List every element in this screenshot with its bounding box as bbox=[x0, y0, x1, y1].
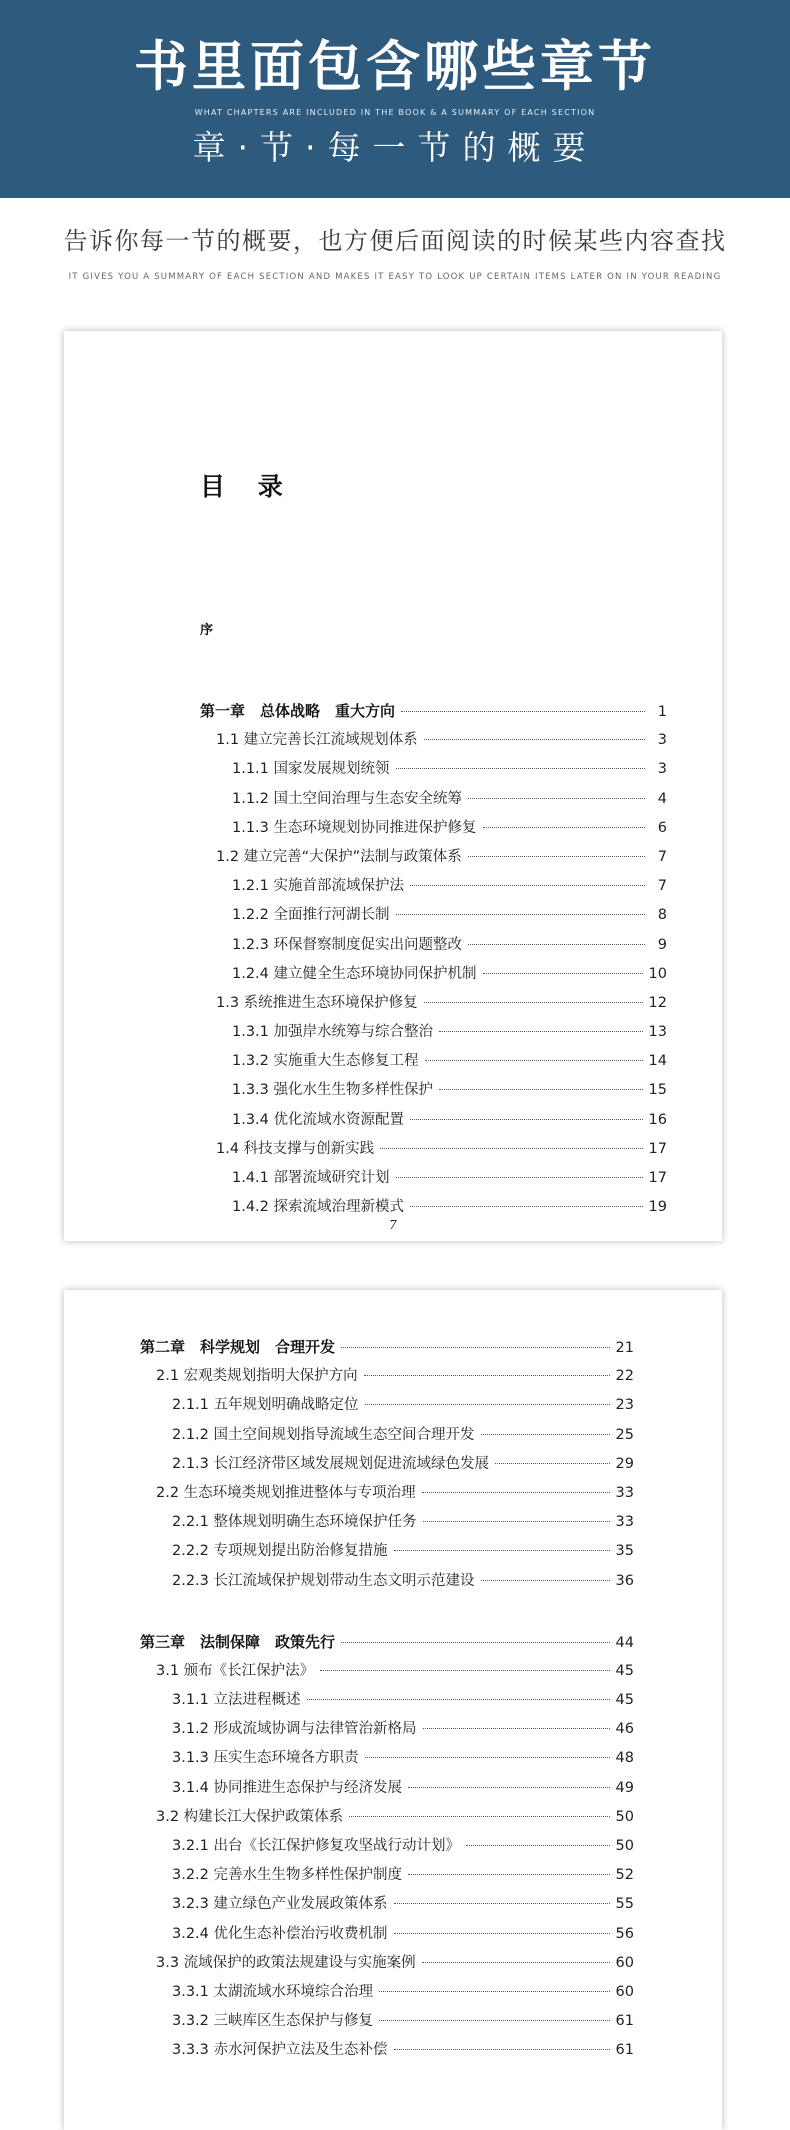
toc-subsection-entry bbox=[140, 1774, 634, 1803]
toc-entry-page: 33 bbox=[615, 1514, 634, 1531]
toc-list-page-2 bbox=[64, 1333, 722, 2066]
toc-entry-title: 1.2.4 建立健全生态环境协同保护机制 bbox=[232, 965, 477, 982]
toc-entry-title: 1.1 建立完善长江流域规划体系 bbox=[216, 732, 418, 749]
banner-title: 书里面包含哪些章节 bbox=[134, 34, 656, 98]
toc-entry-page: 60 bbox=[615, 1983, 634, 2000]
toc-entry-title: 3.2.3 建立绿色产业发展政策体系 bbox=[172, 1896, 388, 1913]
toc-entry-title: 3.1.1 立法进程概述 bbox=[172, 1692, 301, 1709]
dot-leader bbox=[468, 944, 645, 945]
toc-section-entry bbox=[140, 1362, 634, 1391]
dot-leader bbox=[379, 2020, 610, 2021]
toc-entry-page: 12 bbox=[648, 994, 667, 1011]
dot-leader bbox=[396, 768, 645, 769]
toc-section-entry bbox=[140, 1949, 634, 1978]
dot-leader bbox=[408, 1787, 610, 1788]
toc-entry-title: 1.3.1 加强岸水统筹与综合整治 bbox=[232, 1024, 434, 1041]
toc-entry-title: 2.1 宏观类规划指明大保护方向 bbox=[156, 1368, 358, 1385]
dot-leader bbox=[425, 1060, 643, 1061]
toc-subsection-entry bbox=[140, 1686, 634, 1715]
toc-entry-page: 29 bbox=[615, 1455, 634, 1472]
toc-entry-page: 36 bbox=[615, 1572, 634, 1589]
toc-subsection-entry bbox=[140, 1832, 634, 1861]
dot-leader bbox=[468, 798, 645, 799]
banner-english-caption: WHAT CHAPTERS ARE INCLUDED IN THE BOOK & A SUMMARY OF EACH SECTION bbox=[194, 108, 596, 117]
toc-subsection-entry bbox=[200, 814, 667, 843]
toc-entry-title: 2.1.2 国土空间规划指导流域生态空间合理开发 bbox=[172, 1426, 475, 1443]
toc-chapter-entry bbox=[140, 1333, 634, 1362]
dot-leader bbox=[380, 1148, 642, 1149]
toc-entry-page: 10 bbox=[648, 965, 667, 982]
toc-entry-title: 1.4 科技支撑与创新实践 bbox=[216, 1140, 375, 1157]
toc-entry-page: 14 bbox=[648, 1053, 667, 1070]
header-banner bbox=[0, 0, 790, 198]
toc-subsection-entry bbox=[200, 1106, 667, 1135]
dot-leader bbox=[394, 1933, 610, 1934]
toc-subsection-entry bbox=[140, 1715, 634, 1744]
toc-entry-page: 35 bbox=[615, 1543, 634, 1560]
toc-entry-title: 1.1.1 国家发展规划统领 bbox=[232, 761, 390, 778]
toc-entry-title: 1.3.4 优化流域水资源配置 bbox=[232, 1111, 405, 1128]
toc-subsection-entry bbox=[200, 901, 667, 930]
toc-subsection-entry bbox=[140, 1537, 634, 1566]
toc-entry-title: 2.2 生态环境类规划推进整体与专项治理 bbox=[156, 1484, 416, 1501]
toc-subsection-entry bbox=[200, 872, 667, 901]
toc-section-entry bbox=[140, 1657, 634, 1686]
toc-section-entry bbox=[140, 1479, 634, 1508]
toc-entry-title: 1.2.3 环保督察制度促实出问题整改 bbox=[232, 936, 463, 953]
toc-subsection-entry bbox=[140, 2007, 634, 2036]
toc-entry-page: 44 bbox=[615, 1634, 634, 1651]
toc-section-entry bbox=[200, 1135, 667, 1164]
toc-title: 目 录 bbox=[200, 472, 295, 501]
toc-entry-page: 25 bbox=[615, 1426, 634, 1443]
toc-entry-title: 3.2.2 完善水生生物多样性保护制度 bbox=[172, 1867, 403, 1884]
dot-leader bbox=[365, 1404, 610, 1405]
toc-entry-title: 3.1.3 压实生态环境各方职责 bbox=[172, 1750, 359, 1767]
toc-subsection-entry bbox=[200, 1018, 667, 1047]
dot-leader bbox=[307, 1699, 610, 1700]
toc-entry-page: 45 bbox=[615, 1662, 634, 1679]
toc-entry-page: 6 bbox=[657, 819, 667, 836]
dot-leader bbox=[394, 1550, 610, 1551]
toc-subsection-entry bbox=[200, 931, 667, 960]
toc-entry-title: 1.2.1 实施首部流域保护法 bbox=[232, 878, 405, 895]
toc-entry-title: 2.1.3 长江经济带区域发展规划促进流域绿色发展 bbox=[172, 1455, 490, 1472]
toc-entry-page: 49 bbox=[615, 1779, 634, 1796]
toc-entry-page: 19 bbox=[648, 1199, 667, 1216]
toc-subsection-entry bbox=[140, 1450, 634, 1479]
toc-subsection-entry bbox=[200, 1164, 667, 1193]
toc-chapter-entry bbox=[140, 1628, 634, 1657]
toc-section-entry bbox=[200, 989, 667, 1018]
toc-subsection-entry bbox=[200, 1076, 667, 1105]
toc-entry-title: 1.2.2 全面推行河湖长制 bbox=[232, 907, 390, 924]
dot-leader bbox=[439, 1089, 643, 1090]
toc-entry-page: 45 bbox=[615, 1692, 634, 1709]
toc-entry-page: 17 bbox=[648, 1170, 667, 1186]
toc-entry-title: 3.2.1 出台《长江保护修复攻坚战行动计划》 bbox=[172, 1838, 461, 1854]
tagline-english: IT GIVES YOU A SUMMARY OF EACH SECTION AND MAKES IT EASY TO LOOK UP CERTAIN ITEMS LATER ON IN YOUR READING bbox=[68, 272, 722, 282]
toc-subsection-entry bbox=[200, 785, 667, 814]
toc-entry-page: 9 bbox=[657, 936, 667, 953]
dot-leader bbox=[364, 1375, 610, 1376]
toc-entry-page: 61 bbox=[615, 2013, 634, 2030]
toc-entry-page: 56 bbox=[615, 1925, 634, 1942]
toc-entry-title: 1.4.1 部署流域研究计划 bbox=[232, 1170, 390, 1186]
toc-section-entry bbox=[140, 1803, 634, 1832]
toc-section-entry bbox=[200, 726, 667, 755]
toc-entry-title: 2.2.2 专项规划提出防治修复措施 bbox=[172, 1543, 388, 1560]
toc-subsection-entry bbox=[140, 1861, 634, 1890]
dot-leader bbox=[439, 1031, 643, 1032]
toc-entry-page: 48 bbox=[615, 1750, 634, 1767]
toc-subsection-entry bbox=[200, 755, 667, 784]
dot-leader bbox=[349, 1816, 609, 1817]
toc-entry-page: 61 bbox=[615, 2042, 634, 2059]
toc-entry-title: 1.2 建立完善“大保护”法制与政策体系 bbox=[216, 848, 462, 865]
toc-entry-title: 第一章 总体战略 重大方向 bbox=[200, 702, 396, 720]
toc-entry-title: 3.1 颁布《长江保护法》 bbox=[156, 1662, 315, 1679]
toc-entry-page: 55 bbox=[615, 1896, 634, 1913]
dot-leader bbox=[422, 1492, 610, 1493]
toc-chapter-entry bbox=[200, 697, 667, 726]
dot-leader bbox=[320, 1670, 609, 1671]
dot-leader bbox=[481, 1580, 610, 1581]
toc-subsection-entry bbox=[140, 1421, 634, 1450]
toc-entry-page: 15 bbox=[648, 1082, 667, 1099]
toc-entry-page: 3 bbox=[657, 761, 667, 778]
toc-entry-page: 46 bbox=[615, 1721, 634, 1738]
toc-entry-title: 3.1.2 形成流域协调与法律管治新格局 bbox=[172, 1721, 417, 1738]
toc-entry-page: 33 bbox=[615, 1484, 634, 1501]
dot-leader bbox=[394, 2049, 610, 2050]
toc-page-2 bbox=[64, 1290, 722, 2130]
dot-leader bbox=[379, 1991, 610, 1992]
dot-leader bbox=[365, 1757, 610, 1758]
toc-entry-page: 16 bbox=[648, 1111, 667, 1128]
toc-entry-title: 3.1.4 协同推进生态保护与经济发展 bbox=[172, 1779, 403, 1796]
toc-entry-page: 21 bbox=[615, 1340, 634, 1356]
dot-leader bbox=[401, 711, 645, 712]
toc-subsection-entry bbox=[140, 1978, 634, 2007]
toc-entry-page: 7 bbox=[657, 878, 667, 895]
toc-subsection-entry bbox=[140, 1508, 634, 1537]
toc-entry-title: 3.3.3 赤水河保护立法及生态补偿 bbox=[172, 2042, 388, 2059]
preface-entry: 序 bbox=[200, 623, 214, 638]
toc-entry-page: 4 bbox=[657, 790, 667, 807]
dot-leader bbox=[483, 827, 645, 828]
toc-subsection-entry bbox=[140, 1920, 634, 1949]
banner-subtitle: 章·节·每一节的概要 bbox=[192, 128, 598, 167]
toc-entry-page: 8 bbox=[657, 907, 667, 924]
dot-leader bbox=[423, 1521, 610, 1522]
dot-leader bbox=[408, 1874, 610, 1875]
page-number: 7 bbox=[389, 1218, 397, 1232]
toc-entry-title: 3.2.4 优化生态补偿治污收费机制 bbox=[172, 1925, 388, 1942]
toc-subsection-entry bbox=[140, 1744, 634, 1773]
toc-entry-page: 1 bbox=[657, 704, 667, 720]
dot-leader bbox=[410, 885, 645, 886]
dot-leader bbox=[424, 739, 645, 740]
toc-entry-page: 17 bbox=[648, 1140, 667, 1157]
toc-entry-page: 50 bbox=[615, 1838, 634, 1854]
dot-leader bbox=[396, 1177, 643, 1178]
toc-entry-title: 第三章 法制保障 政策先行 bbox=[140, 1632, 336, 1651]
toc-subsection-entry bbox=[140, 1567, 634, 1596]
toc-entry-title: 1.4.2 探索流域治理新模式 bbox=[232, 1199, 405, 1216]
toc-entry-title: 3.3.1 太湖流域水环境综合治理 bbox=[172, 1983, 374, 2000]
toc-entry-page: 3 bbox=[657, 732, 667, 749]
toc-entry-page: 50 bbox=[615, 1808, 634, 1825]
toc-entry-page: 23 bbox=[615, 1397, 634, 1414]
toc-entry-title: 3.3 流域保护的政策法规建设与实施案例 bbox=[156, 1954, 416, 1971]
dot-leader bbox=[341, 1642, 610, 1643]
dot-leader bbox=[410, 1206, 643, 1207]
dot-leader bbox=[423, 1728, 610, 1729]
dot-leader bbox=[466, 1845, 610, 1846]
tagline: 告诉你每一节的概要，也方便后面阅读的时候某些内容查找 bbox=[63, 227, 727, 255]
toc-section-entry bbox=[200, 843, 667, 872]
toc-entry-title: 3.3.2 三峡库区生态保护与修复 bbox=[172, 2013, 374, 2030]
toc-page-1 bbox=[64, 331, 722, 1241]
toc-entry-title: 2.1.1 五年规划明确战略定位 bbox=[172, 1397, 359, 1414]
dot-leader bbox=[495, 1463, 610, 1464]
toc-list-page-1 bbox=[64, 697, 722, 1222]
dot-leader bbox=[468, 856, 645, 857]
toc-entry-title: 第二章 科学规划 合理开发 bbox=[140, 1338, 336, 1356]
toc-subsection-entry bbox=[200, 960, 667, 989]
toc-subsection-entry bbox=[140, 2036, 634, 2065]
toc-entry-title: 1.1.2 国土空间治理与生态安全统筹 bbox=[232, 790, 463, 807]
toc-entry-page: 52 bbox=[615, 1867, 634, 1884]
toc-entry-title: 1.3.3 强化水生生物多样性保护 bbox=[232, 1082, 434, 1099]
dot-leader bbox=[394, 1903, 610, 1904]
dot-leader bbox=[424, 1002, 643, 1003]
dot-leader bbox=[483, 973, 643, 974]
toc-entry-title: 2.2.3 长江流域保护规划带动生态文明示范建设 bbox=[172, 1572, 475, 1589]
toc-entry-title: 3.2 构建长江大保护政策体系 bbox=[156, 1808, 344, 1825]
toc-subsection-entry bbox=[140, 1391, 634, 1420]
toc-subsection-entry bbox=[200, 1047, 667, 1076]
dot-leader bbox=[422, 1962, 610, 1963]
toc-entry-page: 60 bbox=[615, 1954, 634, 1971]
toc-entry-page: 7 bbox=[657, 848, 667, 865]
toc-entry-page: 13 bbox=[648, 1024, 667, 1041]
toc-entry-title: 1.3.2 实施重大生态修复工程 bbox=[232, 1053, 419, 1070]
toc-entry-page: 22 bbox=[615, 1368, 634, 1385]
toc-entry-title: 2.2.1 整体规划明确生态环境保护任务 bbox=[172, 1514, 417, 1531]
dot-leader bbox=[341, 1347, 610, 1348]
toc-subsection-entry bbox=[140, 1890, 634, 1919]
dot-leader bbox=[410, 1119, 643, 1120]
dot-leader bbox=[481, 1434, 610, 1435]
dot-leader bbox=[396, 914, 645, 915]
toc-entry-title: 1.3 系统推进生态环境保护修复 bbox=[216, 994, 418, 1011]
toc-entry-title: 1.1.3 生态环境规划协同推进保护修复 bbox=[232, 819, 477, 836]
